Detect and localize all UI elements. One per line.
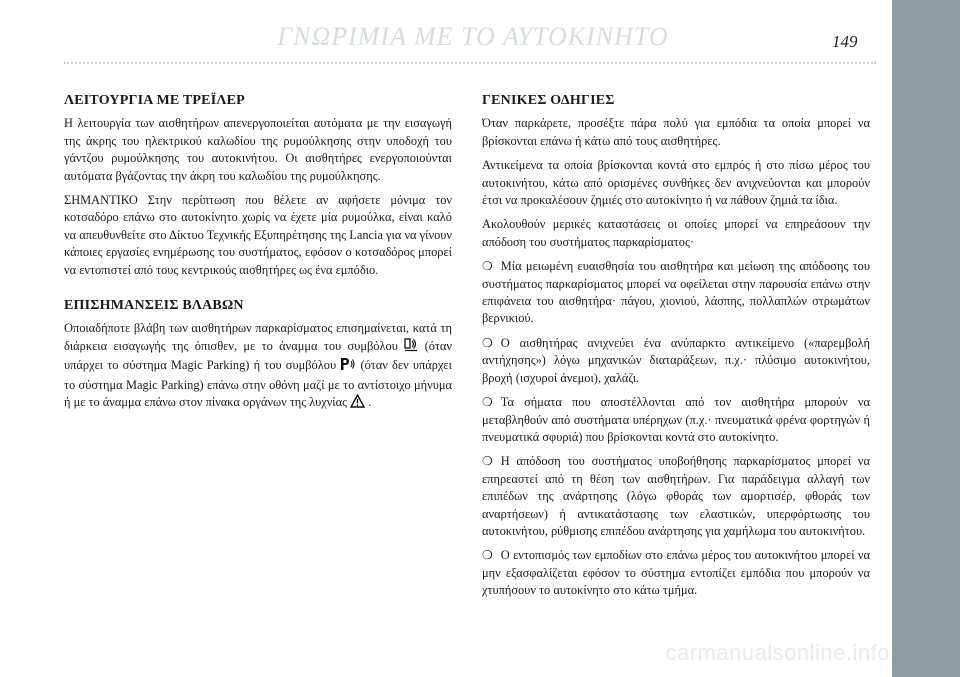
- text-segment: Οποιαδήποτε βλάβη των αισθητήρων παρκαρίσματος επισημαίνεται, κατά τη διάρκεια εισαγωγής της όπισθεν, με το άναμμα του συμβόλου: [64, 321, 452, 353]
- text-segment: (όταν δεν υπάρχει το σύστημα Magic Parking) επάνω στην οθόνη μαζί με το αντίστοιχο μήνυμα ή με το άναμμα επάνω στον πίνακα οργάνων της λυχνίας: [64, 358, 452, 410]
- list-item: ❍ Η απόδοση του συστήματος υποβοήθησης παρκαρίσματος μπορεί να επηρεαστεί από τη θέση των αισθητήρων. Για παράδειγμα αλλαγή των επιπέδων της ανάρτησης (λόγω φθοράς των αμορτισέρ, φθοράς των αναρτήσεων) ή αντικατάστασης των ελαστικών, υπερφόρτωσης του αυτοκινήτου, ρύθμισης επιπέδου ανάρτησης για χαμήλωμα του αυτοκινήτου.: [482, 454, 870, 538]
- paragraph: Αντικείμενα τα οποία βρίσκονται κοντά στο εμπρός ή στο πίσω μέρος του αυτοκινήτου, κάτω από ορισμένες συνθήκες δεν ανιχνεύονται και μπορούν έτσι να προκαλέσουν ζημιές στο αυτοκίνητο ή να πάθουν ζημιά τα ίδια.: [482, 158, 870, 208]
- paragraph-important: ΣΗΜΑΝΤΙΚΟ Στην περίπτωση που θέλετε αν αφήσετε μόνιμα τον κοτσαδόρο επάνω στο αυτοκίνητο χωρίς να έχετε μία ρυμούλκα, είναι καλό να απευθυνθείτε στο Δίκτυο Τεχνικής Εξυπηρέτησης της Lancia για να γίνουν κάποιες εργασίες ενημέρωσης του συστήματος, εφόσον ο κοτσαδόρος μπορεί να εντοπιστεί από τους κεντρικούς αισθητήρες ως ένα εμπόδιο.: [64, 193, 452, 277]
- page-header-title: ΓΝΩΡΙΜΙΑ ΜΕ ΤΟ ΑΥΤΟΚΙΝΗΤΟ: [277, 22, 669, 51]
- bullet-circle-icon: ❍: [482, 454, 493, 469]
- section-heading-faults: ΕΠΙΣΗΜΑΝΣΕΙΣ ΒΛΑΒΩΝ: [64, 298, 244, 314]
- section-heading-general: ΓΕΝΙΚΕΣ ΟΔΗΓΙΕΣ: [482, 93, 615, 108]
- paragraph-faults: [64, 320, 452, 413]
- paragraph: Όταν παρκάρετε, προσέξτε πάρα πολύ για εμπόδια τα οποία μπορεί να βρίσκονται επάνω ή κάτω από τους αισθητήρες.: [482, 116, 870, 148]
- page-number: 149: [832, 32, 858, 51]
- header-divider: [64, 62, 876, 64]
- left-column: [64, 92, 452, 421]
- parking-sensor-fault-icon: [404, 338, 418, 357]
- bullet-circle-icon: ❍: [482, 259, 493, 274]
- list-item: ❍ Ο αισθητήρας ανιχνεύει ένα ανύπαρκτο αντικείμενο («παρεμβολή αντήχησης») λόγω μηχανικών διαταράξεων, π.χ.· πλύσιμο αυτοκινήτου, βροχή (ισχυροί άνεμοι), χαλάζι.: [482, 335, 870, 385]
- text-segment: .: [368, 395, 372, 410]
- list-item: ❍ Τα σήματα που αποστέλλονται από τον αισθητήρα μπορούν να μεταβληθούν από συστήματα υπέρηχων (π.χ.· πνευματικά φρένα φορτηγών ή πνευματικά σφυριά) που βρίσκονται κοντά στο αυτοκίνητο.: [482, 395, 870, 444]
- paragraph: Ακολουθούν μερικές καταστάσεις οι οποίες μπορεί να επηρεάσουν την απόδοση του συστήματος παρκαρίσματος·: [482, 217, 870, 249]
- page-edge-tab: [892, 0, 960, 677]
- right-column: [482, 92, 870, 607]
- list-item: ❍ Μία μειωμένη ευαισθησία του αισθητήρα και μείωση της απόδοσης του συστήματος παρκαρίσματος μπορεί να οφείλεται στην παρουσία επάνω στην επιφάνεια του αισθητήρα· πάγου, χιονιού, λάσπης, πολλαπλών στρωμάτων βερνικιού.: [482, 259, 870, 326]
- paragraph: Η λειτουργία των αισθητήρων απενεργοποιείται αυτόματα με την εισαγωγή της άκρης του ηλεκτρικού καλωδίου της ρυμούλκησης στην υποδοχή του γάντζου ρυμούλκησης του αυτοκινήτου. Οι αισθητήρες ενεργοποιούνται αυτόματα βγάζοντας την άκρη του καλωδίου της ρυμούλκησης.: [64, 116, 452, 183]
- warning-triangle-icon: [350, 394, 365, 413]
- text-segment: (όταν υπάρχει το σύστημα Magic Parking) ή του συμβόλου: [64, 338, 452, 373]
- bullet-circle-icon: ❍: [482, 335, 493, 350]
- section-heading-trailer: ΛΕΙΤΟΥΡΓΙΑ ΜΕ ΤΡΕΪΛΕΡ: [64, 93, 245, 108]
- list-item: ❍ Ο εντοπισμός των εμποδίων στο επάνω μέρος του αυτοκινήτου μπορεί να μην εξασφαλίζεται εφόσον το σύστημα εντοπίζει εμπόδια που μπορούν να χτυπήσουν το αυτοκίνητο στο κάτω τμήμα.: [482, 548, 870, 598]
- watermark: carmanualsonline.info: [665, 640, 890, 665]
- bullet-circle-icon: ❍: [482, 395, 493, 410]
- parking-p-icon: [340, 357, 356, 376]
- bullet-circle-icon: ❍: [482, 548, 493, 563]
